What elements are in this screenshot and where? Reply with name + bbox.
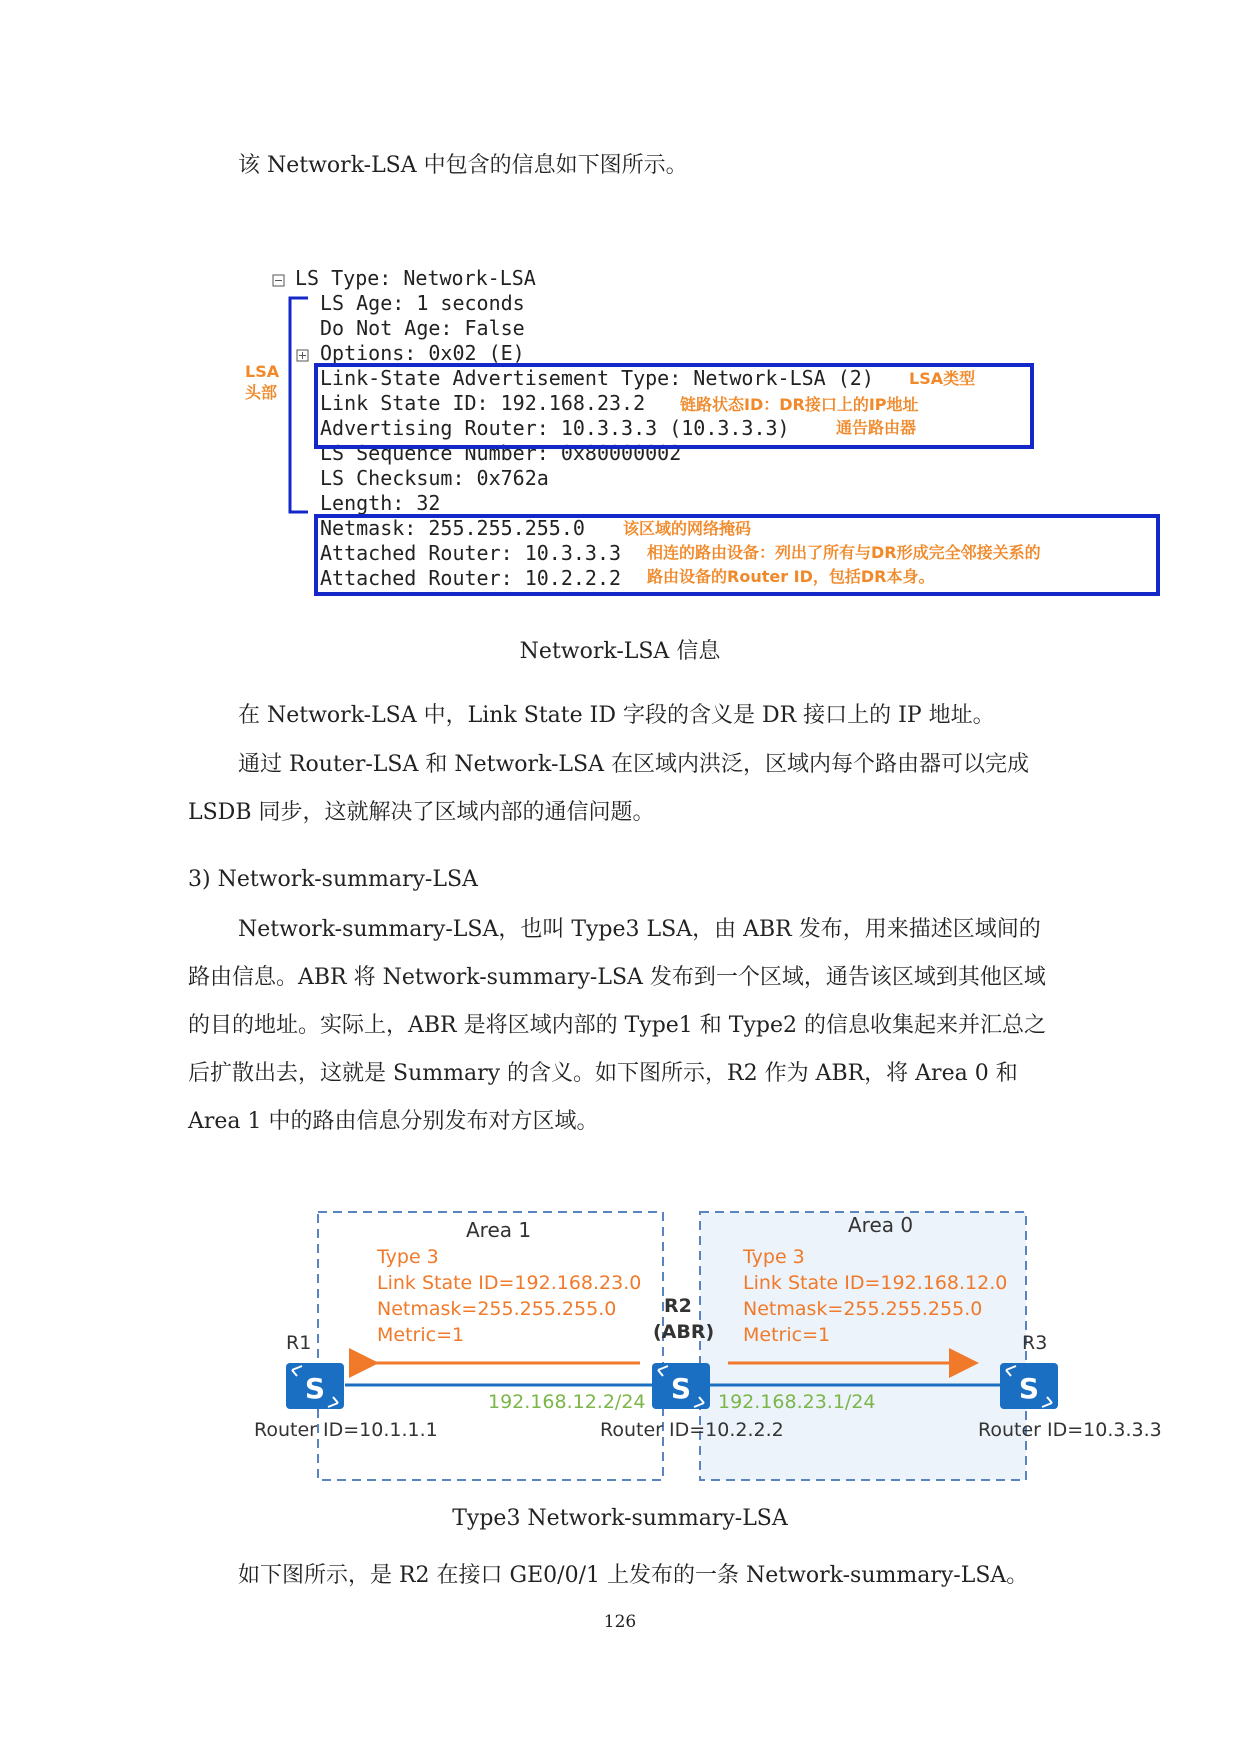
link-2-ip: 192.168.23.1/24 xyxy=(718,1391,876,1413)
figure-caption-2: Type3 Network-summary-LSA xyxy=(452,1506,788,1531)
advertising-router-line: Advertising Router: 10.3.3.3 (10.3.3.3) xyxy=(320,416,790,440)
attached-router-line-2: Attached Router: 10.2.2.2 xyxy=(320,566,622,590)
do-not-age-line: Do Not Age: False xyxy=(320,316,525,340)
r3-label: R3 xyxy=(1022,1332,1048,1354)
area-0-metric: Metric=1 xyxy=(743,1324,831,1346)
annotation-lsa-type: LSA类型 xyxy=(909,369,976,388)
paragraph-network-summary: Network-summary-LSA，也叫 Type3 LSA，由 ABR 发布，用来描述区域间的路由信息。ABR 将 Network-summary-LSA 发布到一个区域，通告该区域到其他区域的目的地址。实际上，ABR 是将区域内部的 Type1 和 Type2 的信息收集起来并汇总之后扩散出去，这就是 Summary 的含义。如下图所示，R2 作为 ABR，将 Area 0 和 Area 1 中的路由信息分别发布对方区域。 xyxy=(188,917,1046,1134)
adv-type-line: Link-State Advertisement Type: Network-LSA (2) xyxy=(320,366,874,390)
link-state-id-line: Link State ID: 192.168.23.2 xyxy=(320,391,646,415)
svg-text:S: S xyxy=(1018,1372,1040,1405)
length-line: Length: 32 xyxy=(320,491,441,515)
annotation-adv-router: 通告路由器 xyxy=(836,418,917,437)
network-lsa-figure xyxy=(240,260,1170,610)
ls-type-line: LS Type: Network-LSA xyxy=(295,266,536,290)
intro-paragraph: 该 Network-LSA 中包含的信息如下图所示。 xyxy=(238,153,688,178)
r2-role-label: (ABR) xyxy=(653,1321,715,1343)
lsa-header-bracket xyxy=(290,298,308,512)
area-1-lsid: Link State ID=192.168.23.0 xyxy=(377,1272,642,1294)
router-r3 xyxy=(1000,1363,1058,1409)
page-number: 126 xyxy=(603,1612,637,1632)
area-1-type: Type 3 xyxy=(377,1246,439,1268)
area-1-netmask: Netmask=255.255.255.0 xyxy=(377,1298,617,1320)
annotation-link-state-id: 链路状态ID：DR接口上的IP地址 xyxy=(680,395,919,414)
area-0-type: Type 3 xyxy=(743,1246,805,1268)
area-0-lsid: Link State ID=192.168.12.0 xyxy=(743,1272,1008,1294)
attached-router-line-1: Attached Router: 10.3.3.3 xyxy=(320,541,622,565)
r3-router-id: Router ID=10.3.3.3 xyxy=(978,1419,1162,1441)
svg-text:S: S xyxy=(670,1372,692,1405)
lsa-header-label-2: 头部 xyxy=(245,383,278,402)
options-line: Options: 0x02 (E) xyxy=(320,341,525,365)
netmask-line: Netmask: 255.255.255.0 xyxy=(320,516,585,540)
r2-label: R2 xyxy=(664,1295,692,1317)
r1-label: R1 xyxy=(286,1332,312,1354)
router-r1 xyxy=(286,1363,344,1409)
type3-topology-figure xyxy=(240,1208,1180,1498)
area-0-netmask: Netmask=255.255.255.0 xyxy=(743,1298,983,1320)
r2-router-id: Router ID=10.2.2.2 xyxy=(600,1419,784,1441)
ls-sequence-line: LS Sequence Number: 0x80000002 xyxy=(320,441,682,465)
figure-caption-1: Network-LSA 信息 xyxy=(519,639,721,664)
area-1-metric: Metric=1 xyxy=(377,1324,465,1346)
paragraph-link-state-id: 在 Network-LSA 中，Link State ID 字段的含义是 DR 接口上的 IP 地址。 xyxy=(238,703,995,728)
annotation-attached-1: 相连的路由设备：列出了所有与DR形成完全邻接关系的 xyxy=(647,543,1041,562)
ls-checksum-line: LS Checksum: 0x762a xyxy=(320,466,549,490)
ls-age-line: LS Age: 1 seconds xyxy=(320,291,525,315)
area-0-label: Area 0 xyxy=(848,1213,914,1237)
area-1-label: Area 1 xyxy=(466,1218,532,1242)
svg-text:S: S xyxy=(304,1372,326,1405)
section-heading-3: 3) Network-summary-LSA xyxy=(188,867,478,892)
router-r2 xyxy=(652,1363,710,1409)
lsa-header-label-1: LSA xyxy=(245,362,280,381)
annotation-attached-2: 路由设备的Router ID，包括DR本身。 xyxy=(647,567,935,586)
paragraph-ge-interface: 如下图所示，是 R2 在接口 GE0/0/1 上发布的一条 Network-summary-LSA。 xyxy=(238,1563,1029,1588)
r1-router-id: Router ID=10.1.1.1 xyxy=(254,1419,438,1441)
paragraph-flooding: 通过 Router-LSA 和 Network-LSA 在区域内洪泛，区域内每个路由器可以完成 LSDB 同步，这就解决了区域内部的通信问题。 xyxy=(188,752,1029,825)
annotation-netmask: 该区域的网络掩码 xyxy=(623,519,752,538)
link-1-ip: 192.168.12.2/24 xyxy=(488,1391,646,1413)
